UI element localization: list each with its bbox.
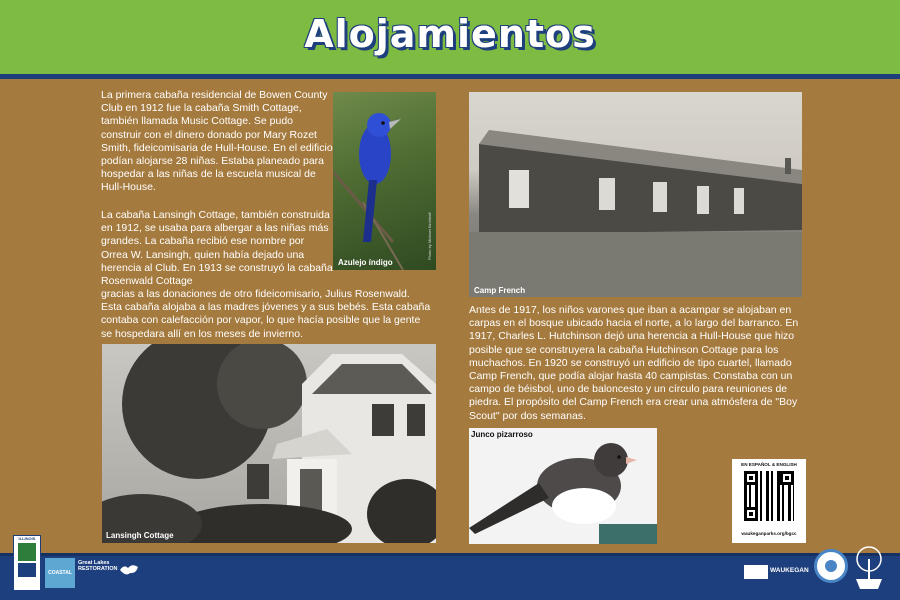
paragraph-lansingh-cottage: La cabaña Lansingh Cottage, también construida en 1912, se usaba para albergar a las niñas más grandes. La cabaña recibió ese nombre por Orrea W. Lansingh, quien había dejado una herencia al Club. En 1913 se construyó la cabaña Rosenwald Cottage	[101, 209, 333, 288]
qr-bottom-label: waukeganparks.org/bgcc	[741, 531, 797, 536]
great-lakes-logo-label: Great Lakes RESTORATION	[78, 560, 118, 572]
header-stripe	[0, 74, 900, 79]
qr-panel	[732, 459, 806, 543]
caption-camp-french: Camp French	[474, 286, 526, 295]
paragraph-camp-french: Antes de 1917, los niños varones que iban a acampar se alojaban en carpas en el bosque ubicado hacia el norte, a lo largo del barranco. En 1917, Charles L. Hutchinson dejó una herencia a Hull-House que hizo posible que se construyera la cabaña Hutchinson Cottage para los muchachos. En 1920 se construyó un edificio de tipo cuartel, llamado Camp French, que podía alojar hasta 40 campistas. Constaba con un campo de béisbol, uno de baloncesto y un círculo para reuniones de piedra. El propósito del Camp French era crear una atmósfera de "Boy Scout" por dos semanas.	[469, 304, 799, 422]
coastal-logo	[45, 558, 75, 588]
paragraph-rosenwald-cottage: gracias a las donaciones de otro fideicomisario, Julius Rosenwald. Esta cabaña alojaba a las madres jóvenes y a sus bebés. Esta cabaña contaba con calefacción por vapor, lo que hacía posible que la gente se hospedara allí en los meses de invierno.	[101, 288, 431, 340]
coastal-logo-label: COASTAL	[48, 570, 72, 576]
caption-junco: Junco pizarroso	[471, 430, 533, 439]
qr-code[interactable]	[744, 471, 794, 521]
indigo-bunting-photo	[333, 92, 436, 270]
camp-french-photo	[469, 92, 802, 297]
photo-credit: Photo by Michael Kirchhoff	[427, 212, 432, 260]
page-title: Alojamientos	[304, 12, 596, 56]
illinois-logo-label: ILLINOIS	[18, 536, 36, 541]
lansingh-cottage-photo	[102, 344, 436, 543]
waukegan-logo-label: WAUKEGAN	[770, 567, 809, 574]
building-icon	[744, 565, 768, 579]
paragraph-smith-cottage: La primera cabaña residencial de Bowen County Club en 1912 fue la cabaña Smith Cottage, también llamada Music Cottage. Se pudo construir con el dinero donado por Mary Rozet Smith, fideicomisaria de Hull-House. En el edificio podían alojarse 28 niñas. Estaba planeado para hospedar a las niñas de la escuela musical de Hull-House.	[101, 89, 333, 194]
illinois-dnr-logo	[13, 535, 41, 591]
great-lakes-restoration-logo	[78, 560, 140, 582]
tree-emblem-icon	[852, 545, 886, 591]
caption-indigo-bunting: Azulejo índigo	[338, 258, 393, 267]
qr-top-label: EN ESPAÑOL & ENGLISH	[741, 462, 797, 467]
waukegan-park-logo	[744, 563, 810, 581]
caption-lansingh-cottage: Lansingh Cottage	[106, 531, 174, 540]
junco-photo	[469, 428, 657, 544]
circle-badge-icon	[814, 549, 848, 583]
